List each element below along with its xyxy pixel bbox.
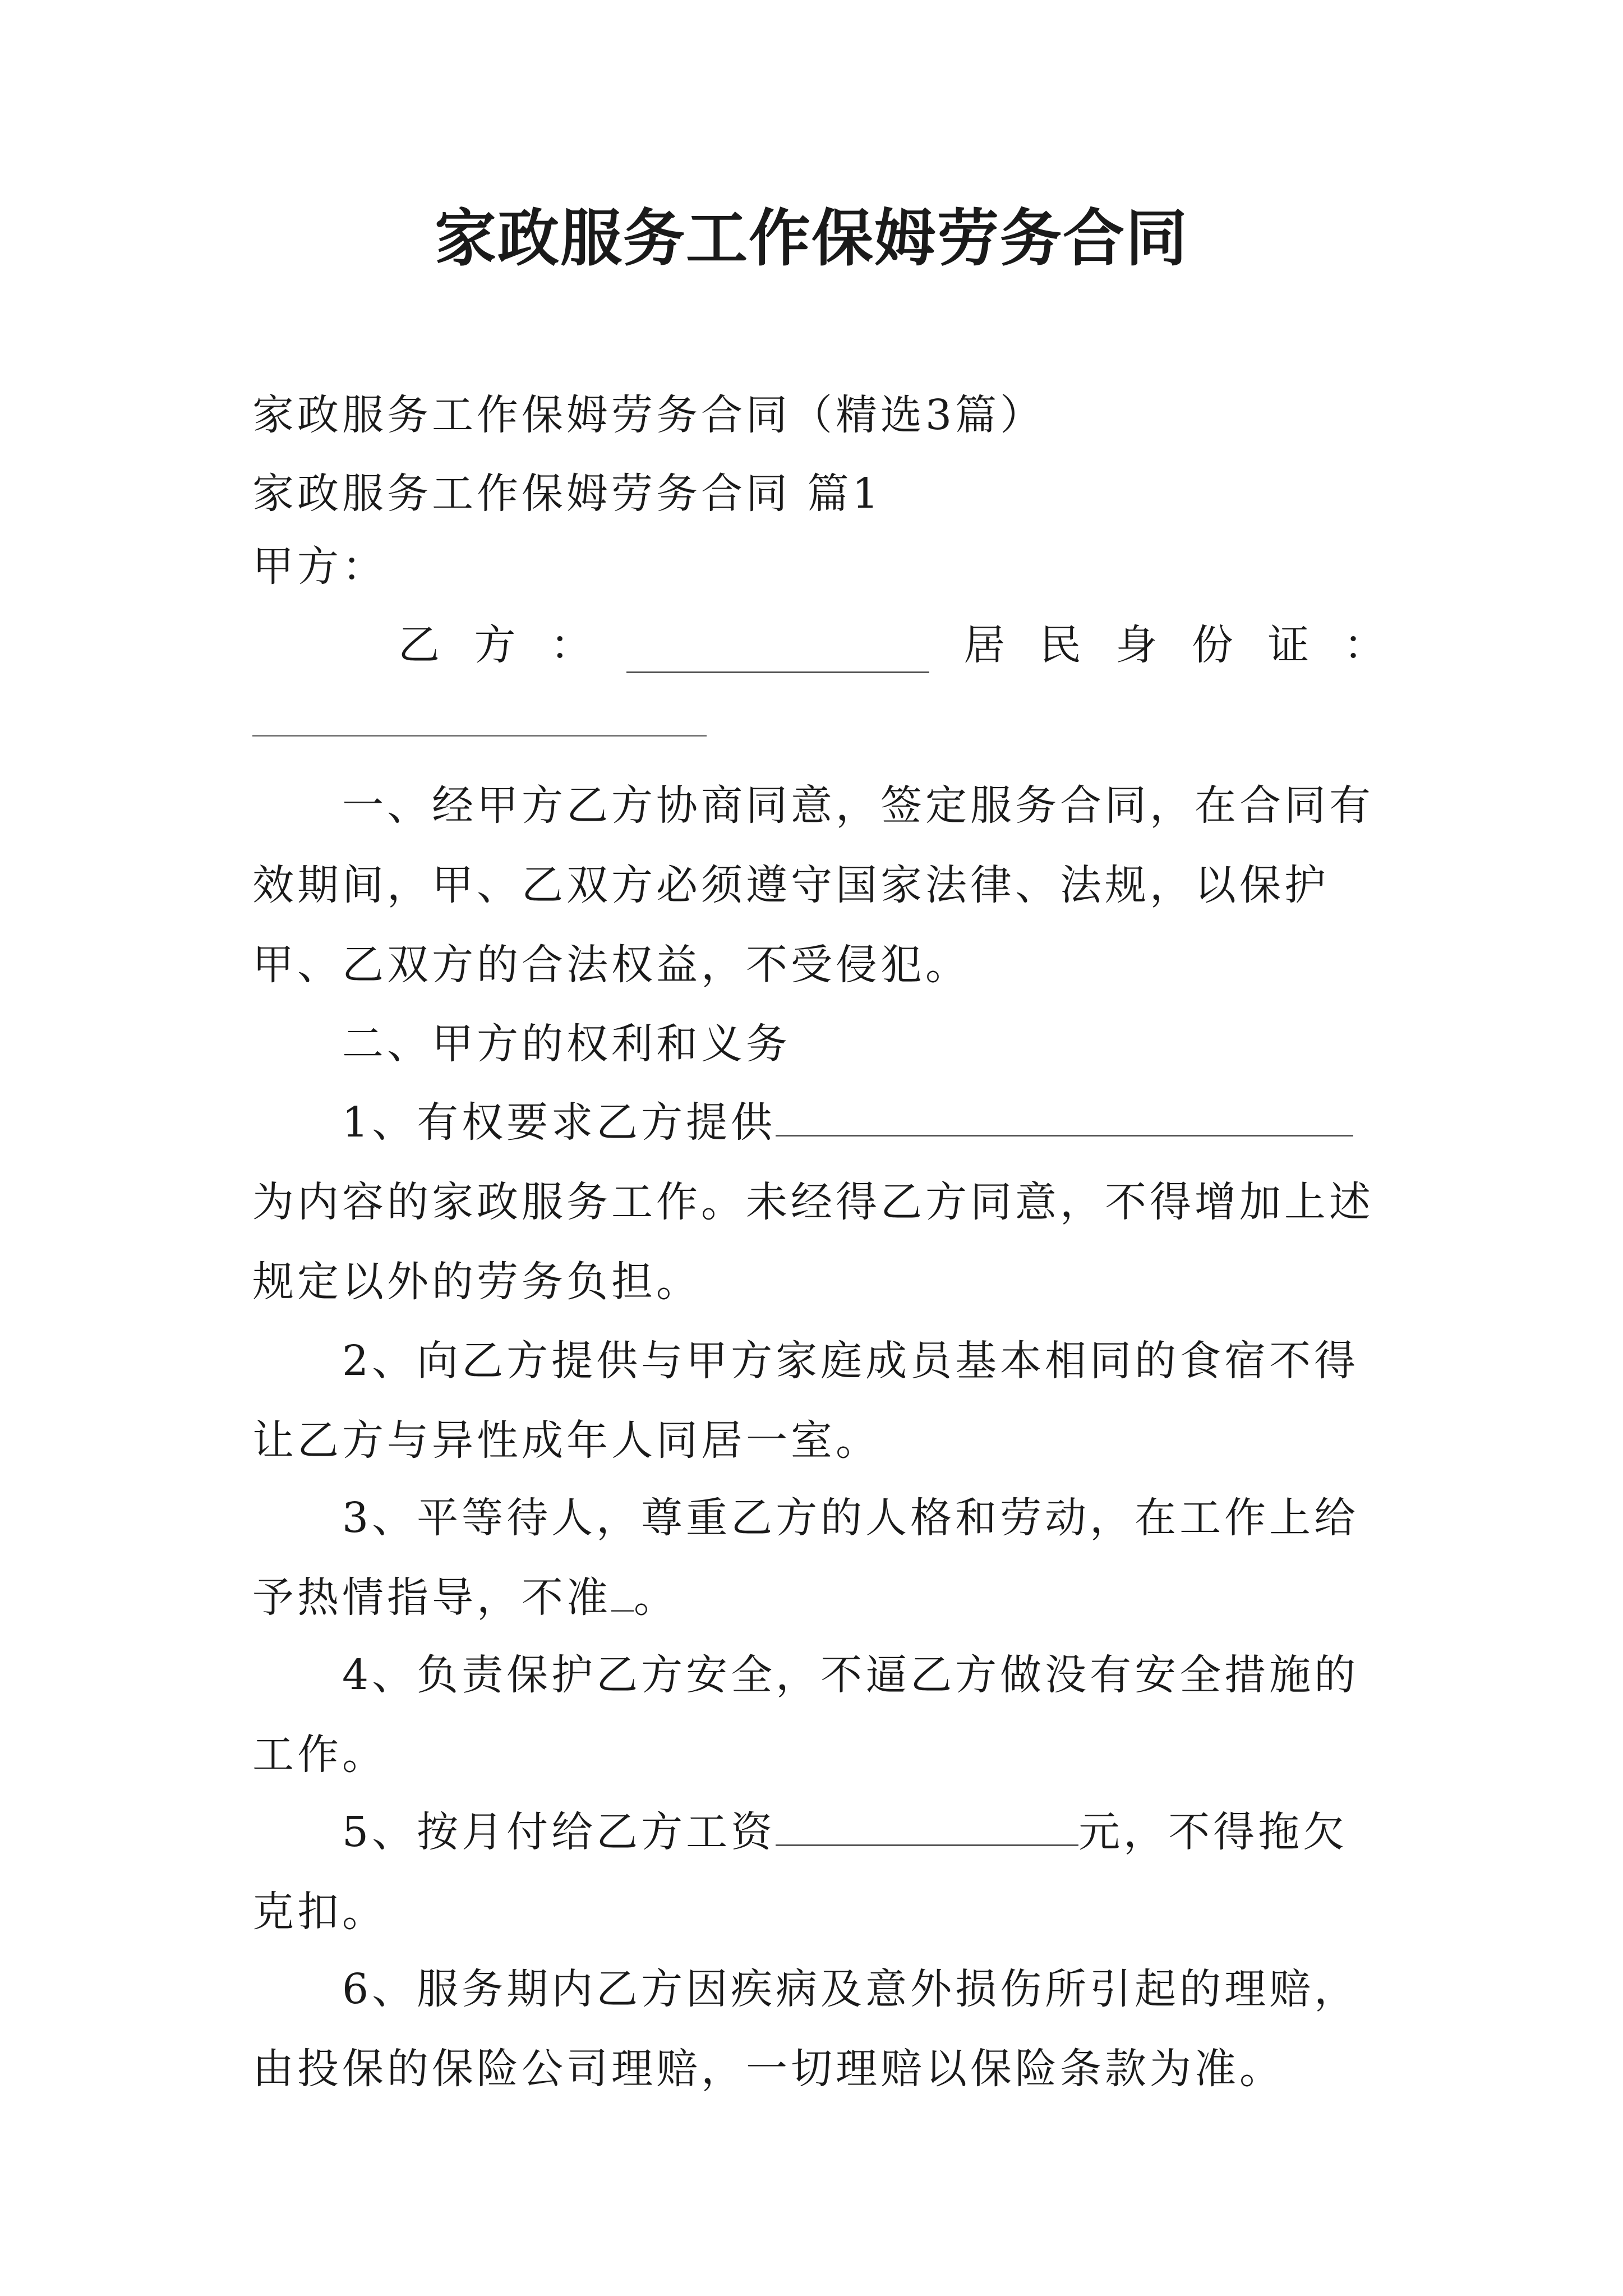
item-1-text-after: 为内容的家政服务工作。未经得乙方同意，不得增加上述规定以外的劳务负担。 (252, 1178, 1374, 1306)
clause-1: 一、经甲方乙方协商同意，签定服务合同，在合同有效期间，甲、乙双方必须遵守国家法律、法规，以保护甲、乙双方的合法权益，不受侵犯。 (252, 781, 1374, 989)
party-b-char: 居 (963, 621, 1006, 669)
party-b-char: ： (550, 621, 592, 669)
item-5-text-after: 元，不得拖欠克扣。 (252, 1808, 1348, 1936)
id-number-blank (252, 735, 707, 737)
item-2: 2、向乙方提供与甲方家庭成员基本相同的食宿不得让乙方与异性成年人同居一室。 (252, 1337, 1359, 1465)
item-4: 4、负责保护乙方安全，不逼乙方做没有安全措施的工作。 (252, 1651, 1359, 1779)
party-b-char: 身 (1115, 621, 1158, 669)
item-5-blank (776, 1805, 1078, 1846)
party-b-char: 乙 (398, 621, 440, 669)
item-5-text-before: 5、按月付给乙方工资 (342, 1808, 776, 1856)
section-heading: 家政服务工作保姆劳务合同 篇1 (252, 470, 882, 518)
item-5 (252, 1792, 1385, 1952)
item-1-text-before: 1、有权要求乙方提供 (342, 1098, 776, 1147)
party-b-char: 证 (1267, 621, 1310, 669)
party-b-line (398, 617, 1385, 673)
document-title: 家政服务工作保姆劳务合同 (435, 202, 1188, 274)
party-b-char: 份 (1191, 621, 1233, 669)
item-1-blank (776, 1096, 1353, 1137)
item-3 (252, 1478, 1385, 1637)
item-3-text-before: 3、平等待人，尊重乙方的人格和劳动，在工作上给予热情指导，不准 (252, 1494, 1359, 1622)
clause-2-heading: 二、甲方的权利和义务 (342, 1020, 791, 1068)
item-3-text-after: 。 (634, 1573, 679, 1622)
party-b-char: 方 (474, 621, 516, 669)
item-6: 6、服务期内乙方因疾病及意外损伤所引起的理赔，由投保的保险公司理赔，一切理赔以保险条款为准。 (252, 1965, 1359, 2093)
party-b-char: ： (1343, 621, 1385, 669)
item-3-blank (611, 1571, 634, 1612)
party-a-label: 甲方： (252, 542, 387, 591)
party-b-name-blank (626, 632, 929, 673)
party-b-char: 民 (1039, 621, 1081, 669)
item-1 (252, 1083, 1385, 1322)
document-subtitle: 家政服务工作保姆劳务合同（精选3篇） (252, 391, 1045, 439)
